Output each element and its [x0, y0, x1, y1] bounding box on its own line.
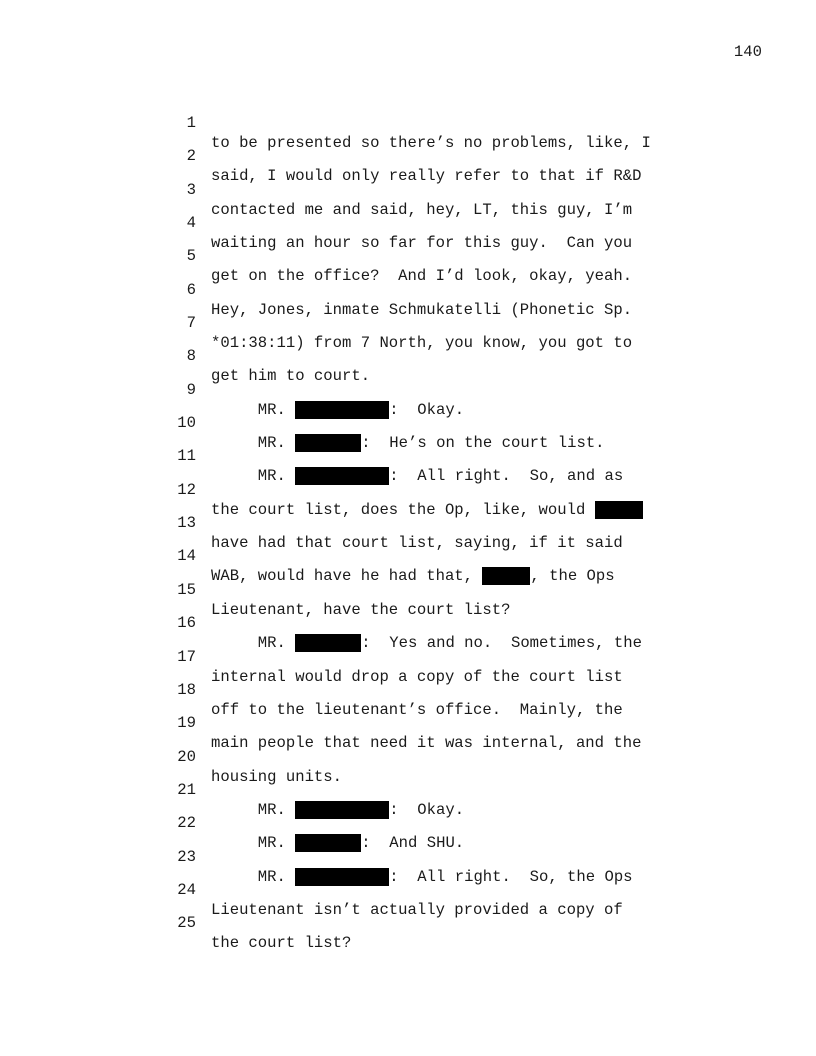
line-text: to be presented so there’s no problems, like, I: [211, 134, 651, 152]
line-number: 20: [177, 747, 196, 766]
line-number: 17: [177, 647, 196, 666]
transcript-line: [160, 226, 680, 286]
transcript-line: [160, 827, 680, 886]
line-text-end: , the Ops: [530, 567, 615, 586]
line-number: 11: [177, 447, 196, 466]
transcript-line: [160, 260, 680, 319]
line-number: 7: [186, 314, 196, 333]
transcript-line: [160, 293, 680, 353]
transcript-line: [160, 627, 680, 686]
speaker-prefix: MR.: [211, 400, 296, 419]
speaker-text: : Okay.: [389, 800, 465, 819]
line-text: *01:38:11) from 7 North, you know, you got to: [211, 334, 633, 353]
transcript-line: [160, 893, 680, 953]
speaker-text: : All right. So, and as: [389, 467, 624, 486]
line-number: 18: [177, 680, 196, 699]
transcript-line: [160, 760, 680, 819]
line-number: 22: [177, 814, 196, 833]
transcript-line: [160, 193, 680, 253]
transcript-line: [160, 160, 680, 219]
line-number: 12: [177, 480, 196, 499]
transcript-line: [160, 693, 680, 753]
speaker-prefix: MR.: [211, 867, 296, 886]
line-number: 16: [177, 614, 196, 633]
line-text-start: the court list, does the Op, like, would: [211, 500, 595, 519]
transcript-line: [160, 560, 680, 619]
transcript-line: [160, 860, 680, 919]
line-number: 4: [186, 214, 196, 233]
line-text: Hey, Jones, inmate Schmukatelli (Phonetic Sp.: [211, 300, 633, 319]
transcript-line: [160, 493, 680, 553]
transcript-line: [160, 426, 680, 486]
speaker-text: : Yes and no. Sometimes, the: [361, 634, 642, 653]
line-number: 24: [177, 880, 196, 899]
line-number: 1: [186, 114, 196, 132]
transcript-line: [160, 93, 680, 152]
transcript-body: [160, 93, 680, 953]
page-number: 140: [733, 43, 762, 61]
line-number: 19: [177, 714, 196, 733]
line-text: waiting an hour so far for this guy. Can you: [211, 234, 633, 253]
line-number: 25: [177, 914, 196, 933]
line-text: the court list?: [211, 934, 352, 953]
transcript-line: [160, 126, 680, 186]
transcript-line: [160, 526, 680, 586]
line-number: 14: [177, 547, 196, 566]
line-number: 23: [177, 847, 196, 866]
transcript-line: [160, 660, 680, 719]
speaker-text: : He’s on the court list.: [361, 434, 605, 453]
speaker-text: : Okay.: [389, 400, 465, 419]
line-text: said, I would only really refer to that if R&D: [211, 167, 642, 186]
line-text-start: WAB, would have he had that,: [211, 567, 483, 586]
line-text: contacted me and said, hey, LT, this guy, I’m: [211, 200, 633, 219]
line-text: have had that court list, saying, if it said: [211, 534, 623, 553]
line-number: 5: [186, 247, 196, 266]
line-number: 15: [177, 580, 196, 599]
line-number: 6: [186, 280, 196, 299]
line-number: 2: [186, 147, 196, 166]
line-number: 3: [186, 180, 196, 199]
speaker-text: : All right. So, the Ops: [389, 867, 633, 886]
line-text: housing units.: [211, 767, 343, 786]
line-number: 8: [186, 347, 196, 366]
line-text: get him to court.: [211, 367, 371, 386]
line-number: 9: [186, 380, 196, 399]
transcript-line: [160, 727, 680, 786]
transcript-line: [160, 326, 680, 386]
transcript-line: [160, 793, 680, 853]
speaker-prefix: MR.: [211, 634, 296, 653]
line-text: internal would drop a copy of the court list: [211, 667, 623, 686]
line-number: 21: [177, 780, 196, 799]
speaker-prefix: MR.: [211, 800, 296, 819]
transcript-line: [160, 460, 680, 519]
line-text: off to the lieutenant’s office. Mainly, the: [211, 700, 623, 719]
speaker-prefix: MR.: [211, 834, 296, 853]
line-text: Lieutenant isn’t actually provided a copy of: [211, 900, 623, 919]
transcript-line: [160, 393, 680, 453]
transcript-line: [160, 593, 680, 653]
line-number: 13: [177, 514, 196, 533]
line-number: 10: [177, 414, 196, 433]
line-text: main people that need it was internal, and the: [211, 734, 642, 753]
speaker-prefix: MR.: [211, 467, 296, 486]
speaker-text: : And SHU.: [361, 834, 465, 853]
speaker-prefix: MR.: [211, 434, 296, 453]
line-text: get on the office? And I’d look, okay, yeah.: [211, 267, 633, 286]
line-text: Lieutenant, have the court list?: [211, 600, 511, 619]
transcript-line: [160, 360, 680, 419]
